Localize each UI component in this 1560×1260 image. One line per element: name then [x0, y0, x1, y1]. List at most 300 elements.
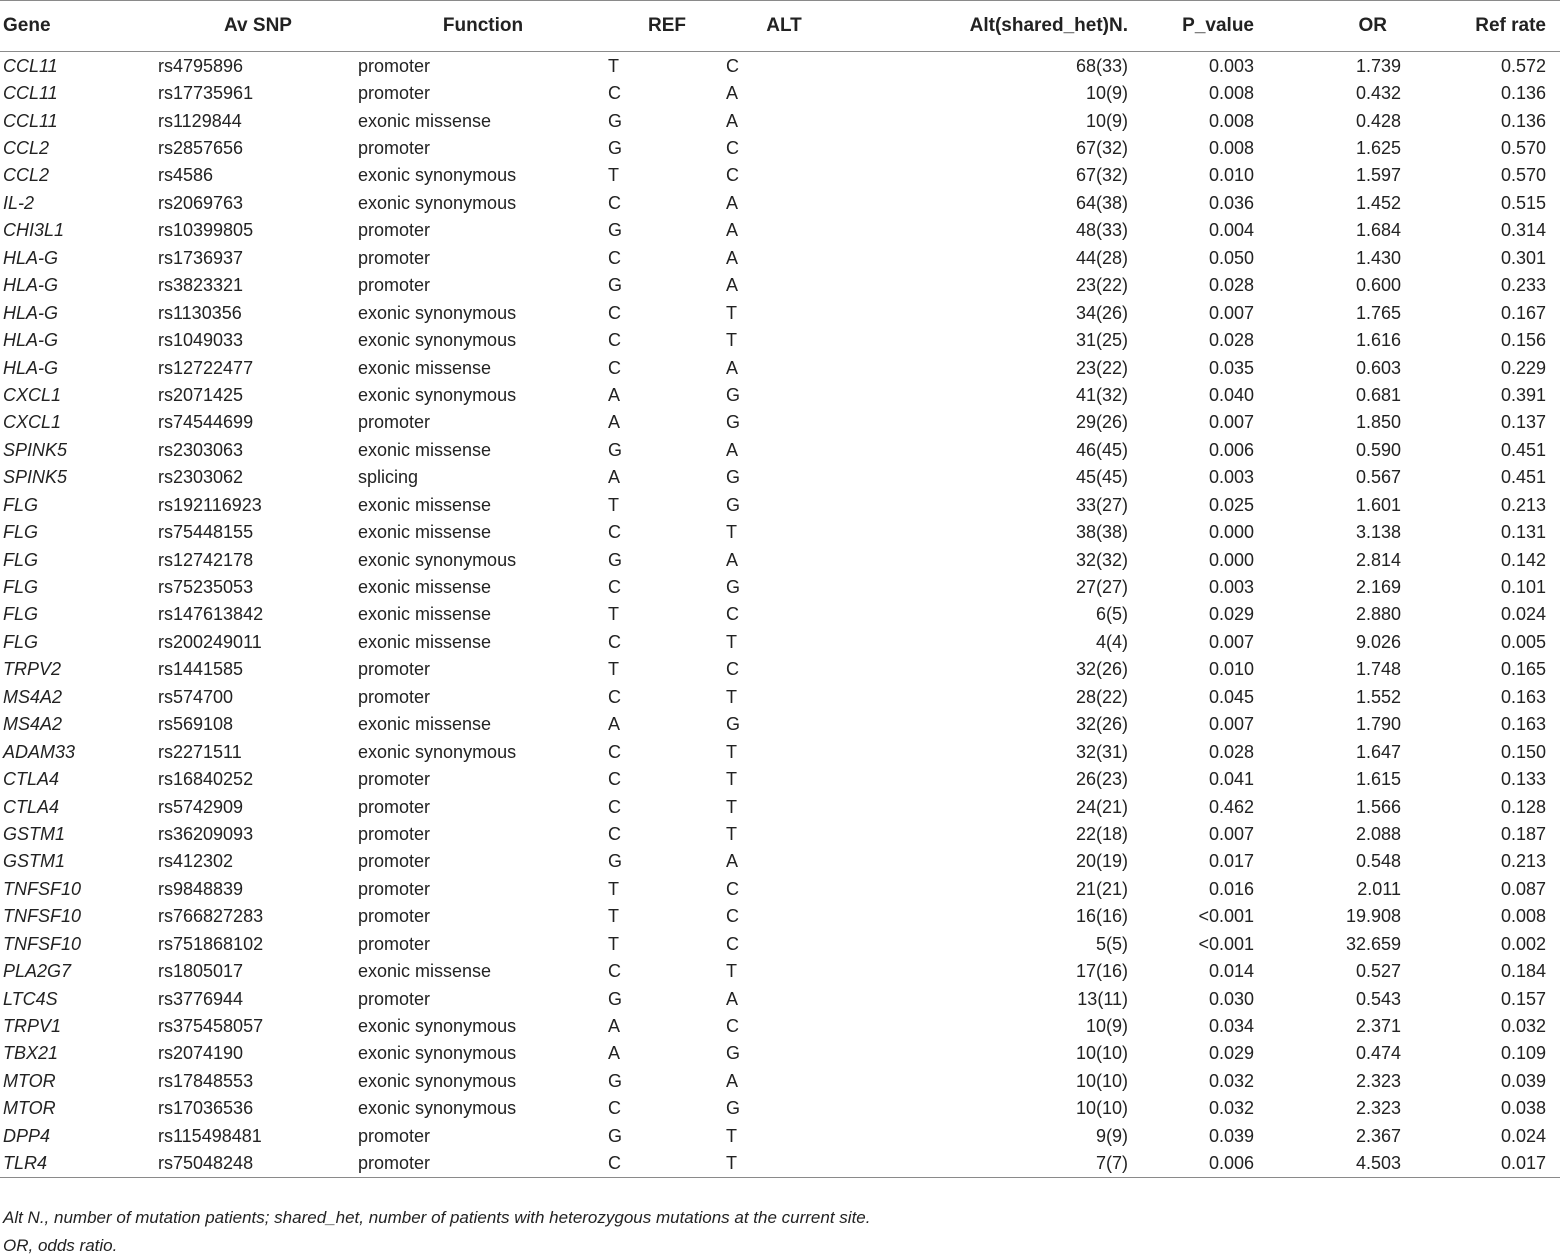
- cell-function: promoter: [358, 796, 431, 817]
- cell-av-snp: rs17735961: [158, 83, 254, 104]
- cell-gene: MTOR: [3, 1070, 56, 1091]
- cell-alt: C: [726, 906, 739, 927]
- cell-alt: T: [726, 961, 737, 982]
- cell-or: 1.684: [1355, 220, 1401, 241]
- cell-function: promoter: [358, 988, 431, 1009]
- cell-ref: G: [608, 1125, 623, 1146]
- cell-function: promoter: [358, 275, 431, 296]
- cell-ref-rate: 0.017: [1401, 1150, 1560, 1178]
- cell-function: exonic missense: [358, 522, 492, 543]
- cell-p-value: 0.040: [1208, 384, 1254, 405]
- cell-p-value: 0.050: [1208, 247, 1254, 268]
- table-row: [0, 134, 1560, 161]
- cell-ref-rate: 0.163: [1500, 686, 1546, 707]
- table-row: [0, 711, 1560, 738]
- cell-function: exonic synonymous: [358, 1043, 517, 1064]
- cell-gene: CTLA4: [3, 796, 60, 817]
- cell-gene: TLR4: [0, 1150, 158, 1178]
- cell-av-snp: rs75235053: [158, 577, 254, 598]
- cell-ref-rate: 0.133: [1500, 769, 1546, 790]
- cell-p-value: 0.041: [1208, 769, 1254, 790]
- cell-alt: T: [726, 631, 737, 652]
- cell-alt: T: [726, 741, 737, 762]
- header-av-snp: Av SNP: [158, 1, 358, 52]
- cell-or: 1.616: [1355, 330, 1401, 351]
- cell-gene: MTOR: [3, 1098, 56, 1119]
- cell-gene: TNFSF10: [3, 906, 82, 927]
- cell-alt: A: [726, 83, 739, 104]
- cell-av-snp: rs1805017: [158, 961, 244, 982]
- cell-ref: G: [608, 220, 623, 241]
- cell-or: 2.880: [1355, 604, 1401, 625]
- cell-gene: HLA-G: [3, 247, 59, 268]
- cell-alt: G: [726, 384, 741, 405]
- cell-ref-rate: 0.570: [1500, 165, 1546, 186]
- cell-alt-shared-het-n: 32(31): [1075, 741, 1128, 762]
- cell-av-snp: rs17848553: [158, 1070, 254, 1091]
- cell-alt-shared-het-n: 13(11): [1077, 988, 1128, 1009]
- cell-alt-shared-het-n: 38(38): [1075, 522, 1128, 543]
- cell-function: exonic synonymous: [358, 165, 517, 186]
- cell-ref: A: [608, 714, 621, 735]
- cell-ref-rate: 0.032: [1500, 1016, 1546, 1037]
- cell-av-snp: rs4795896: [158, 55, 244, 76]
- cell-alt: T: [726, 686, 737, 707]
- table-row: [0, 1150, 1560, 1178]
- cell-alt: T: [726, 823, 737, 844]
- cell-ref: C: [608, 522, 621, 543]
- cell-alt: C: [726, 604, 739, 625]
- cell-function: exonic missense: [358, 494, 492, 515]
- cell-or: 2.169: [1355, 577, 1401, 598]
- cell-function: promoter: [358, 823, 431, 844]
- cell-alt-shared-het-n: 10(10): [1075, 1070, 1128, 1091]
- cell-ref: G: [608, 275, 623, 296]
- cell-alt: T: [726, 796, 737, 817]
- cell-p-value: 0.028: [1208, 741, 1254, 762]
- cell-ref: G: [608, 549, 623, 570]
- cell-alt: T: [726, 302, 737, 323]
- cell-gene: CXCL1: [3, 412, 62, 433]
- cell-alt: A: [726, 192, 739, 213]
- table-row: [0, 957, 1560, 984]
- cell-gene: TBX21: [3, 1043, 59, 1064]
- cell-av-snp: rs1129844: [158, 110, 242, 131]
- cell-gene: HLA-G: [3, 302, 59, 323]
- header-or: OR: [1254, 1, 1401, 52]
- table-row: [0, 491, 1560, 518]
- cell-av-snp: rs2069763: [158, 192, 244, 213]
- cell-gene: MS4A2: [3, 686, 63, 707]
- cell-function: exonic synonymous: [358, 384, 517, 405]
- cell-alt: T: [726, 1150, 842, 1178]
- cell-gene: GSTM1: [3, 851, 66, 872]
- cell-alt-shared-het-n: 41(32): [1075, 384, 1128, 405]
- cell-ref-rate: 0.572: [1500, 55, 1546, 76]
- cell-ref: A: [608, 1016, 621, 1037]
- cell-or: 0.527: [1355, 961, 1401, 982]
- cell-ref-rate: 0.156: [1500, 330, 1546, 351]
- cell-av-snp: rs12722477: [158, 357, 254, 378]
- cell-gene: SPINK5: [3, 439, 68, 460]
- cell-alt-shared-het-n: 32(32): [1075, 549, 1128, 570]
- cell-alt-shared-het-n: 9(9): [1095, 1125, 1128, 1146]
- cell-ref: A: [608, 1043, 621, 1064]
- cell-ref-rate: 0.136: [1500, 83, 1546, 104]
- cell-ref-rate: 0.213: [1500, 851, 1546, 872]
- cell-p-value: 0.032: [1208, 1098, 1254, 1119]
- cell-p-value: 0.025: [1208, 494, 1254, 515]
- cell-av-snp: rs1736937: [158, 247, 244, 268]
- cell-av-snp: rs75048248: [158, 1150, 358, 1178]
- cell-ref-rate: 0.515: [1500, 192, 1546, 213]
- cell-av-snp: rs751868102: [158, 933, 264, 954]
- cell-gene: CXCL1: [3, 384, 62, 405]
- cell-function: promoter: [358, 769, 431, 790]
- cell-alt: T: [726, 1125, 737, 1146]
- cell-gene: HLA-G: [3, 275, 59, 296]
- cell-gene: SPINK5: [3, 467, 68, 488]
- cell-p-value: 0.035: [1208, 357, 1254, 378]
- cell-alt: T: [726, 522, 737, 543]
- table-header: [0, 1, 1560, 52]
- cell-p-value: 0.032: [1208, 1070, 1254, 1091]
- table-row: [0, 1122, 1560, 1149]
- cell-ref-rate: 0.128: [1500, 796, 1546, 817]
- header-row: [0, 1, 1560, 52]
- cell-alt-shared-het-n: 10(9): [1085, 1016, 1128, 1037]
- cell-av-snp: rs2857656: [158, 138, 244, 159]
- cell-p-value: 0.039: [1208, 1125, 1254, 1146]
- cell-gene: LTC4S: [3, 988, 58, 1009]
- cell-alt-shared-het-n: 10(10): [1075, 1043, 1128, 1064]
- cell-p-value: 0.028: [1208, 330, 1254, 351]
- cell-gene: HLA-G: [3, 330, 59, 351]
- cell-ref: G: [608, 851, 623, 872]
- cell-p-value: 0.034: [1208, 1016, 1254, 1037]
- cell-ref: C: [608, 686, 621, 707]
- table-row: [0, 738, 1560, 765]
- cell-alt: G: [726, 1043, 741, 1064]
- cell-ref-rate: 0.002: [1500, 933, 1546, 954]
- cell-p-value: 0.010: [1208, 165, 1254, 186]
- table-row: [0, 299, 1560, 326]
- cell-function: exonic missense: [358, 577, 492, 598]
- cell-alt: A: [726, 110, 739, 131]
- cell-ref-rate: 0.101: [1500, 577, 1546, 598]
- cell-function: promoter: [358, 138, 431, 159]
- cell-alt-shared-het-n: 48(33): [1075, 220, 1128, 241]
- cell-ref-rate: 0.157: [1500, 988, 1546, 1009]
- cell-av-snp: rs3823321: [158, 275, 244, 296]
- cell-or: 19.908: [1345, 906, 1401, 927]
- cell-av-snp: rs1441585: [158, 659, 244, 680]
- cell-av-snp: rs569108: [158, 714, 234, 735]
- cell-or: 0.474: [1355, 1043, 1401, 1064]
- cell-or: 1.739: [1355, 55, 1401, 76]
- cell-function: exonic missense: [358, 439, 492, 460]
- cell-av-snp: rs2074190: [158, 1043, 244, 1064]
- cell-alt: A: [726, 439, 739, 460]
- cell-p-value: 0.030: [1208, 988, 1254, 1009]
- cell-av-snp: rs200249011: [158, 631, 262, 652]
- cell-ref-rate: 0.391: [1500, 384, 1546, 405]
- cell-gene: HLA-G: [3, 357, 59, 378]
- cell-function: exonic synonymous: [358, 1070, 517, 1091]
- cell-ref: T: [608, 906, 619, 927]
- table-row: [0, 244, 1560, 271]
- table-row: [0, 1040, 1560, 1067]
- cell-function: promoter: [358, 686, 431, 707]
- cell-alt-shared-het-n: 10(9): [1085, 110, 1128, 131]
- cell-gene: TRPV2: [3, 659, 62, 680]
- header-alt: ALT: [726, 1, 842, 52]
- cell-function: exonic missense: [358, 357, 492, 378]
- cell-ref: G: [608, 138, 623, 159]
- cell-alt-shared-het-n: 68(33): [1075, 55, 1128, 76]
- table-row: [0, 628, 1560, 655]
- cell-gene: FLG: [3, 577, 39, 598]
- cell-alt-shared-het-n: 20(19): [1075, 851, 1128, 872]
- cell-or: 0.567: [1355, 467, 1401, 488]
- cell-function: exonic synonymous: [358, 741, 517, 762]
- cell-gene: DPP4: [3, 1125, 51, 1146]
- table-row: [0, 903, 1560, 930]
- cell-p-value: 0.029: [1208, 604, 1254, 625]
- cell-alt: G: [726, 494, 741, 515]
- cell-or: 3.138: [1355, 522, 1401, 543]
- cell-p-value: 0.006: [1134, 1150, 1254, 1178]
- cell-p-value: 0.462: [1208, 796, 1254, 817]
- cell-or: 1.430: [1355, 247, 1401, 268]
- cell-p-value: 0.000: [1208, 522, 1254, 543]
- cell-ref-rate: 0.038: [1500, 1098, 1546, 1119]
- cell-alt: A: [726, 357, 739, 378]
- cell-ref: T: [608, 604, 619, 625]
- cell-ref: A: [608, 412, 621, 433]
- cell-ref-rate: 0.451: [1500, 467, 1546, 488]
- cell-ref: C: [608, 577, 621, 598]
- cell-or: 0.681: [1355, 384, 1401, 405]
- cell-av-snp: rs17036536: [158, 1098, 254, 1119]
- cell-alt: G: [726, 714, 741, 735]
- table-row: [0, 765, 1560, 792]
- cell-or: 0.600: [1355, 275, 1401, 296]
- cell-alt-shared-het-n: 23(22): [1075, 275, 1128, 296]
- cell-or: 0.428: [1355, 110, 1401, 131]
- cell-alt-shared-het-n: 17(16): [1075, 961, 1128, 982]
- cell-alt-shared-het-n: 5(5): [1095, 933, 1128, 954]
- cell-ref: C: [608, 796, 621, 817]
- cell-or: 2.814: [1355, 549, 1401, 570]
- cell-alt-shared-het-n: 44(28): [1075, 247, 1128, 268]
- cell-gene: PLA2G7: [3, 961, 72, 982]
- cell-alt: C: [726, 138, 739, 159]
- cell-alt-shared-het-n: 28(22): [1075, 686, 1128, 707]
- cell-p-value: 0.045: [1208, 686, 1254, 707]
- cell-or: 0.548: [1355, 851, 1401, 872]
- cell-ref-rate: 0.131: [1500, 522, 1546, 543]
- cell-ref-rate: 0.213: [1500, 494, 1546, 515]
- cell-ref-rate: 0.008: [1500, 906, 1546, 927]
- cell-p-value: 0.000: [1208, 549, 1254, 570]
- cell-ref: G: [608, 110, 623, 131]
- cell-function: promoter: [358, 412, 431, 433]
- cell-ref: A: [608, 384, 621, 405]
- cell-av-snp: rs1049033: [158, 330, 244, 351]
- cell-p-value: 0.007: [1208, 302, 1254, 323]
- table-row: [0, 52, 1560, 80]
- cell-gene: CTLA4: [3, 769, 60, 790]
- cell-p-value: 0.007: [1208, 631, 1254, 652]
- cell-gene: CCL11: [3, 55, 58, 76]
- cell-gene: ADAM33: [3, 741, 76, 762]
- cell-alt-shared-het-n: 67(32): [1075, 138, 1128, 159]
- cell-ref-rate: 0.451: [1500, 439, 1546, 460]
- cell-ref-rate: 0.087: [1500, 878, 1546, 899]
- cell-ref-rate: 0.301: [1500, 247, 1546, 268]
- cell-ref: C: [608, 247, 621, 268]
- cell-ref-rate: 0.039: [1500, 1070, 1546, 1091]
- cell-alt: A: [726, 1070, 739, 1091]
- cell-ref-rate: 0.314: [1500, 220, 1546, 241]
- cell-p-value: 0.007: [1208, 714, 1254, 735]
- cell-ref: T: [608, 878, 619, 899]
- cell-alt: T: [726, 330, 737, 351]
- table-row: [0, 875, 1560, 902]
- header-gene: Gene: [0, 1, 158, 52]
- cell-av-snp: rs75448155: [158, 522, 254, 543]
- cell-gene: TRPV1: [3, 1016, 62, 1037]
- cell-p-value: 0.029: [1208, 1043, 1254, 1064]
- table-row: [0, 518, 1560, 545]
- cell-p-value: 0.008: [1208, 110, 1254, 131]
- cell-alt: C: [726, 659, 739, 680]
- cell-av-snp: rs5742909: [158, 796, 244, 817]
- cell-alt: G: [726, 577, 741, 598]
- cell-ref-rate: 0.005: [1500, 631, 1546, 652]
- cell-ref: T: [608, 165, 619, 186]
- cell-or: 1.765: [1355, 302, 1401, 323]
- cell-alt: A: [726, 247, 739, 268]
- cell-p-value: 0.004: [1208, 220, 1254, 241]
- table-row: [0, 1095, 1560, 1122]
- cell-ref-rate: 0.570: [1500, 138, 1546, 159]
- table-row: [0, 683, 1560, 710]
- cell-gene: MS4A2: [3, 714, 63, 735]
- cell-function: exonic missense: [358, 604, 492, 625]
- table-row: [0, 189, 1560, 216]
- cell-alt: G: [726, 1098, 741, 1119]
- cell-av-snp: rs2071425: [158, 384, 244, 405]
- cell-ref: G: [608, 988, 623, 1009]
- table-row: [0, 464, 1560, 491]
- cell-function: promoter: [358, 1125, 431, 1146]
- cell-av-snp: rs1130356: [158, 302, 242, 323]
- cell-alt-shared-het-n: 32(26): [1075, 659, 1128, 680]
- cell-or: 1.615: [1355, 769, 1401, 790]
- cell-or: 1.601: [1355, 494, 1401, 515]
- cell-av-snp: rs192116923: [158, 494, 262, 515]
- cell-function: promoter: [358, 878, 431, 899]
- cell-or: 1.647: [1355, 741, 1401, 762]
- cell-ref: C: [608, 357, 621, 378]
- cell-or: 2.323: [1355, 1098, 1401, 1119]
- cell-alt-shared-het-n: 29(26): [1075, 412, 1128, 433]
- cell-gene: IL-2: [3, 192, 35, 213]
- cell-or: 32.659: [1345, 933, 1401, 954]
- cell-ref: C: [608, 83, 621, 104]
- cell-alt-shared-het-n: 7(7): [842, 1150, 1134, 1178]
- cell-ref-rate: 0.229: [1500, 357, 1546, 378]
- cell-or: 0.590: [1355, 439, 1401, 460]
- cell-function: exonic synonymous: [358, 1016, 517, 1037]
- table-row: [0, 162, 1560, 189]
- cell-function: exonic synonymous: [358, 302, 517, 323]
- cell-p-value: 0.017: [1208, 851, 1254, 872]
- cell-ref-rate: 0.109: [1500, 1043, 1546, 1064]
- cell-alt-shared-het-n: 22(18): [1075, 823, 1128, 844]
- cell-ref: T: [608, 494, 619, 515]
- table-body: [0, 52, 1560, 1178]
- cell-ref-rate: 0.024: [1500, 604, 1546, 625]
- cell-alt: T: [726, 769, 737, 790]
- cell-av-snp: rs4586: [158, 165, 214, 186]
- cell-alt: C: [726, 933, 739, 954]
- cell-ref: C: [608, 302, 621, 323]
- cell-alt-shared-het-n: 26(23): [1075, 769, 1128, 790]
- header-ref-rate: Ref rate: [1401, 1, 1560, 52]
- cell-function: exonic missense: [358, 714, 492, 735]
- cell-function: exonic synonymous: [358, 330, 517, 351]
- table-footnotes: [3, 1204, 870, 1260]
- cell-ref: A: [608, 467, 621, 488]
- cell-gene: CCL11: [3, 83, 58, 104]
- cell-ref: G: [608, 1070, 623, 1091]
- cell-alt: A: [726, 851, 739, 872]
- cell-alt: A: [726, 988, 739, 1009]
- header-alt-shared-het-n: Alt(shared_het)N.: [842, 1, 1134, 52]
- cell-gene: GSTM1: [3, 823, 66, 844]
- cell-ref: C: [608, 741, 621, 762]
- cell-ref: G: [608, 439, 623, 460]
- cell-ref: C: [608, 192, 621, 213]
- cell-ref: T: [608, 933, 619, 954]
- cell-alt: C: [726, 165, 739, 186]
- cell-av-snp: rs3776944: [158, 988, 244, 1009]
- table-row: [0, 79, 1560, 106]
- cell-or: 1.597: [1355, 165, 1401, 186]
- cell-alt-shared-het-n: 10(9): [1085, 83, 1128, 104]
- footnote-alt-n: Alt N., number of mutation patients; shared_het, number of patients with heterozygous mutations at the current site.: [3, 1208, 871, 1227]
- cell-gene: CHI3L1: [3, 220, 65, 241]
- table-row: [0, 546, 1560, 573]
- cell-ref-rate: 0.137: [1500, 412, 1546, 433]
- cell-or: 2.371: [1355, 1016, 1401, 1037]
- table-row: [0, 656, 1560, 683]
- cell-av-snp: rs2303063: [158, 439, 244, 460]
- cell-alt-shared-het-n: 31(25): [1075, 330, 1128, 351]
- table-row: [0, 1067, 1560, 1094]
- cell-ref-rate: 0.136: [1500, 110, 1546, 131]
- cell-p-value: 0.010: [1208, 659, 1254, 680]
- cell-gene: FLG: [3, 522, 39, 543]
- header-ref: REF: [608, 1, 726, 52]
- cell-ref: C: [608, 769, 621, 790]
- cell-or: 1.625: [1355, 138, 1401, 159]
- cell-ref-rate: 0.167: [1500, 302, 1546, 323]
- cell-ref: C: [608, 1150, 726, 1178]
